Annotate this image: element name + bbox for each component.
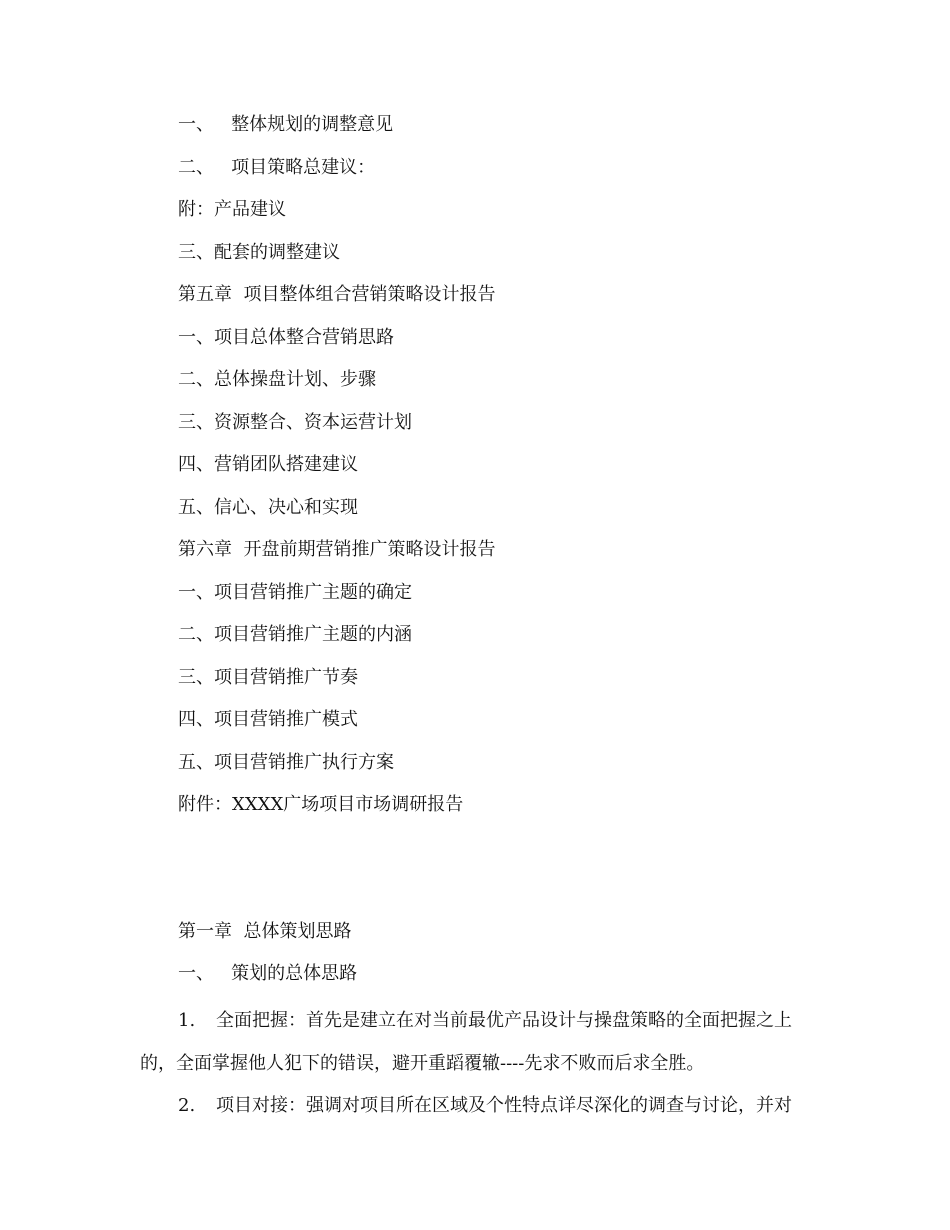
toc-line: 第五章 项目整体组合营销策略设计报告 <box>178 284 496 305</box>
toc-line: 一、 整体规划的调整意见 <box>178 114 394 135</box>
toc-line: 二、 项目策略总建议： <box>178 156 376 178</box>
toc-line: 附：产品建议 <box>178 199 286 220</box>
toc-line: 一、项目总体整合营销思路 <box>178 326 394 348</box>
section-heading: 一、 策划的总体思路 <box>178 963 358 984</box>
chapter-title: 第一章 总体策划思路 <box>178 921 352 942</box>
paragraph-item-1 <box>140 1000 820 1085</box>
item-number: 1. <box>178 1010 196 1031</box>
item-text: 项目对接：强调对项目所在区域及个性特点详尽深化的调查与讨论，并对 <box>216 1095 792 1116</box>
toc-line: 三、配套的调整建议 <box>178 241 340 263</box>
toc-line: 第六章 开盘前期营销推广策略设计报告 <box>178 539 496 560</box>
toc-line: 三、项目营销推广节奏 <box>178 666 358 688</box>
item-number: 2. <box>178 1095 196 1116</box>
paragraph-item-2 <box>140 1085 820 1128</box>
toc-line: 四、营销团队搭建建议 <box>178 454 358 475</box>
toc-line: 五、信心、决心和实现 <box>178 496 358 518</box>
item-text: 全面把握：首先是建立在对当前最优产品设计与操盘策略的全面把握之上的，全面掌握他人犯下的错误，避开重蹈覆辙----先求不败而后求全胜。 <box>140 1010 792 1074</box>
toc-line: 五、项目营销推广执行方案 <box>178 751 394 773</box>
toc-line: 二、项目营销推广主题的内涵 <box>178 624 412 645</box>
toc-line: 一、项目营销推广主题的确定 <box>178 581 412 603</box>
toc-line: 四、项目营销推广模式 <box>178 709 358 730</box>
toc-line: 附件：XXXX广场项目市场调研报告 <box>178 794 464 815</box>
toc-line: 二、总体操盘计划、步骤 <box>178 369 376 390</box>
toc-line: 三、资源整合、资本运营计划 <box>178 411 412 433</box>
